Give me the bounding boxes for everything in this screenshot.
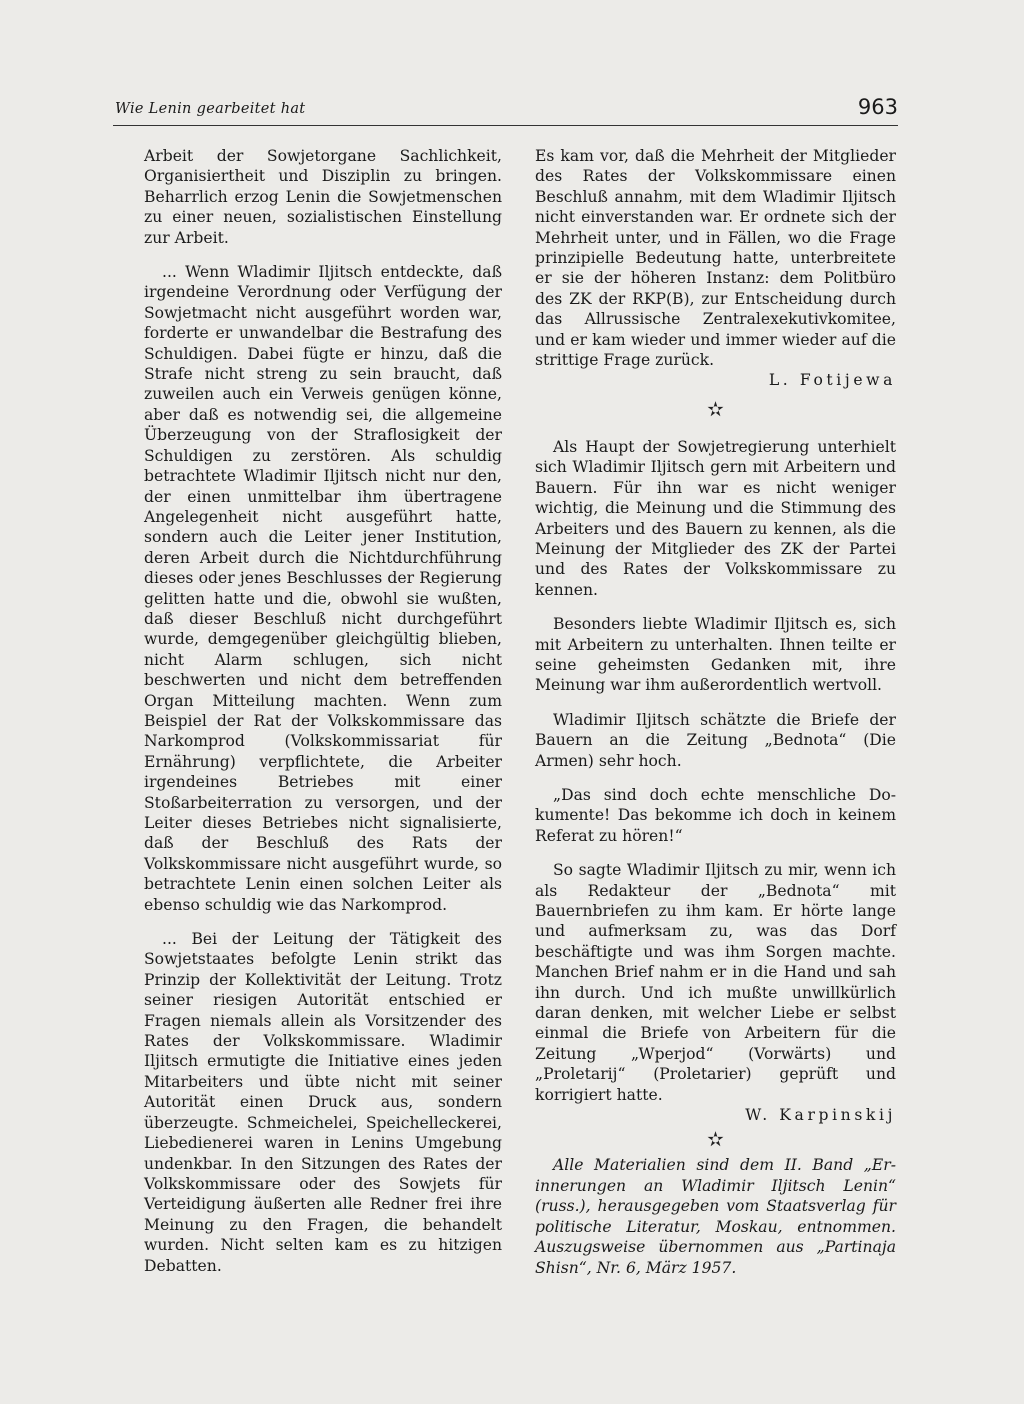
right-paragraph-4: Wladimir Iljitsch schätzte die Briefe der Bauern an die Zeitung „Bednota“ (Die Armen) sehr hoch. <box>535 710 896 770</box>
page-header <box>113 95 898 127</box>
running-title: Wie Lenin gearbeitet hat <box>115 101 306 117</box>
right-paragraph-6: So sagte Wladimir Iljitsch zu mir, wenn ich als Redakteur der „Bednota“ mit Bauernbriefen zu ihm kam. Er hörte lange und aufmerksam zu, was das Dorf beschäftigte und was ihm Sorgen machte. Manchen Brief nahm er in die Hand und sah ihn durch. Und ich mußte unwillkürlich daran denken, mit welcher Liebe er selbst einmal die Briefe von Arbeitern für die Zeitung „Wperjod“ (Vorwärts) und „Proletarij“ (Proletarier) geprüft und korrigiert hatte. <box>535 861 896 1104</box>
right-paragraph-2: Als Haupt der Sowjetregierung unterhielt sich Wladimir Iljitsch gern mit Arbeitern und Bauern. Für ihn war es nicht weniger wichtig, die Meinung und die Stimmung des Arbeiters und des Bauern zu kennen, als die Meinung der Mitglieder des ZK der Partei und des Rates der Volkskommissare zu kennen. <box>535 437 896 599</box>
right-paragraph-3: Besonders liebte Wladimir Iljitsch es, sich mit Arbeitern zu unterhalten. Ihnen teilte er seine geheimsten Gedanken mit, ihre Meinung war ihm außerordentlich wertvoll. <box>535 615 896 695</box>
right-column <box>535 146 896 1292</box>
star-separator-icon: ✫ <box>707 396 724 421</box>
left-paragraph-3: ... Bei der Leitung der Tätigkeit des Sowjetstaates befolgte Lenin strikt das Prinzip der Kollektivität der Leitung. Trotz seiner riesigen Autorität entschied er Fragen niemals allein als Vorsitzender des Rates der Volkskommissare. Wladimir Iljitsch ermutigte die Initiative eines jeden Mitarbeiters und übte nicht mit seiner Autorität einen Druck aus, sondern überzeugte. Schmeichelei, Speichelleckerei, Liebedienerei waren in Lenins Umgebung undenkbar. In den Sitzungen des Rates der Volkskommissare oder des Sowjets für Verteidigung äußerten alle Redner frei ihre Meinung zu den Fragen, die behandelt wurden. Nicht selten kam es zu hitzigen Debatten. <box>144 930 502 1275</box>
right-paragraph-1: Es kam vor, daß die Mehrheit der Mitglieder des Rates der Volkskommissare einen Beschluß annahm, mit dem Wladimir Iljitsch nicht einverstanden war. Er ordnete sich der Mehrheit unter, und in Fällen, wo die Frage prinzipielle Bedeutung hatte, unterbreitete er sie der höheren Instanz: dem Politbüro des ZK der RKP(B), zur Entscheidung durch das Allrussische Zentralexekutivkomitee, und er kam wieder und immer wieder auf die strittige Frage zurück. <box>535 147 896 370</box>
signature-karpinskij: W. Karpinskij <box>745 1106 896 1125</box>
left-paragraph-1: Arbeit der Sowjetorgane Sachlichkeit, Organisiertheit und Disziplin zu bringen. Beharrlich erzog Lenin die Sowjetmenschen zu einer neuen, sozialistischen Einstellung zur Arbeit. <box>144 147 502 247</box>
right-paragraph-5: „Das sind doch echte menschliche Dokumente! Das bekomme ich doch in keinem Referat zu hören!“ <box>535 785 896 845</box>
source-note: Alle Materialien sind dem II. Band „Erinnerungen an Wladimir Iljitsch Lenin“ (russ.), herausgegeben vom Staatsverlag für politische Literatur, Moskau, entnommen. Auszugsweise übernommen aus „Partinaja Shisn“, Nr. 6, März 1957. <box>535 1156 896 1277</box>
left-column <box>144 146 502 1290</box>
page-number: 963 <box>857 95 898 119</box>
left-paragraph-2: ... Wenn Wladimir Iljitsch entdeckte, daß irgendeine Verordnung oder Verfügung der Sowjetmacht nicht ausgeführt worden war, forderte er unwandelbar die Bestrafung des Schuldigen. Dabei fügte er hinzu, daß die Strafe nicht streng zu sein braucht, daß zuweilen auch ein Verweis genügen könne, aber daß es notwendig sei, die allgemeine Überzeugung von der Straflosigkeit der Schuldigen zu zerstören. Als schuldig betrachtete Wladimir Iljitsch nicht nur den, der einen unmittelbar ihm übertragene Angelegenheit nicht ausgeführt hatte, sondern auch die Leiter jener Institution, deren Arbeit durch die Nichtdurchführung dieses oder jenes Beschlusses der Regierung gelitten hatte und die, obwohl sie wußten, daß dieser Beschluß nicht durchgeführt wurde, demgegenüber gleichgültig blieben, nicht Alarm schlugen, sich nicht beschwerten und nicht dem betreffenden Organ Mitteilung machten. Wenn zum Beispiel der Rat der Volkskommissare das Narkomprod (Volkskommissariat für Ernährung) verpflichtete, die Arbeiter irgendeines Betriebes mit einer Stoßarbeiterration zu versorgen, und der Leiter dieses Betriebes nicht signalisierte, daß der Beschluß des Rats der Volkskommissare nicht ausgeführt wurde, so betrachtete Lenin einen solchen Leiter als ebenso schuldig wie das Narkomprod. <box>144 263 502 914</box>
header-rule <box>113 125 898 126</box>
star-separator-icon: ✫ <box>707 1127 724 1152</box>
signature-fotijewa: L. Fotijewa <box>768 371 896 390</box>
